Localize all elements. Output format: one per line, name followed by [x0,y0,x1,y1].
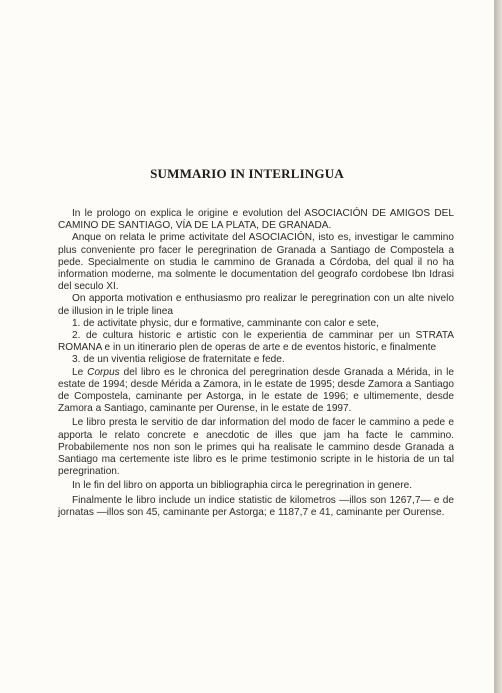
page-title: SUMMARIO IN INTERLINGUA [150,166,344,181]
paragraph-motivation: On apporta motivation e enthusiasmo pro realizar le peregrination con un alte nivelo de illusion in le triple linea [58,293,454,317]
paragraph-prologue: In le prologo on explica le origine e evolution del ASOCIACIÓN DE AMIGOS DEL CAMINO DE SANTIAGO, VÍA DE LA PLATA, DE GRANADA. [58,208,454,232]
paragraph-corpus [58,367,454,416]
corpus-rest: del libro es le chronica del peregrination desde Granada a Mérida, in le estate de 1994; desde Mérida a Zamora, in le estate de 1995; desde Zamora a Santiago de Compostela, caminante per Astorga, in le estate de 1996; e ultimemente, desde Zamora a Santiago, caminante per Ourense, in le estate de 1997. [58,366,454,415]
page-edge-shadow [494,0,502,693]
corpus-word: Corpus [87,366,120,378]
summary-body [58,208,454,519]
list-item-religious: 3. de un viventia religiose de fraternitate e fede. [72,354,285,366]
paragraph-statistics: Finalmente le libro include un indice statistic de kilometros —illos son 1267,7— e de jornatas —illos son 45, caminante per Astorga; e 1187,7 e 41, caminante per Ourense. [58,494,454,518]
corpus-intro: Le [72,366,88,378]
list-item-cultural: 2. de cultura historic e artistic con le experientia de camminar per un STRATA ROMANA e in un itinerario plen de operas de arte e de eventos historic, e finalmente [58,330,454,354]
paragraph-service: Le libro presta le servitio de dar information del modo de facer le cammino a pede e apporta le relato concrete e anecdotic de illes que jam ha facte le cammino. Probabilemente nos non son le primes qui ha realisate le cammino desde Granada a Santiago ma certemente iste libro es le prime testimonio scripte in le historia de un tal peregrination. [58,417,454,478]
list-item-physical: 1. de activitate physic, dur e formative, camminante con calor e sete, [72,317,379,329]
paragraph-bibliography: In le fin del libro on apporta un bibliographia circa le peregrination in genere. [72,480,413,492]
paragraph-first-activity: Anque on relata le prime activitate del ASOCIACIÓN, isto es, investigar le cammino plus conveniente pro facer le peregrination de Granada a Santiago de Compostela a pede. Specialmente on studia le cammino de Granada a Córdoba, del qual il no ha information moderne, ma solmente le documentation del geografo cordobese Ibn Idrasi del seculo XI. [58,232,454,293]
